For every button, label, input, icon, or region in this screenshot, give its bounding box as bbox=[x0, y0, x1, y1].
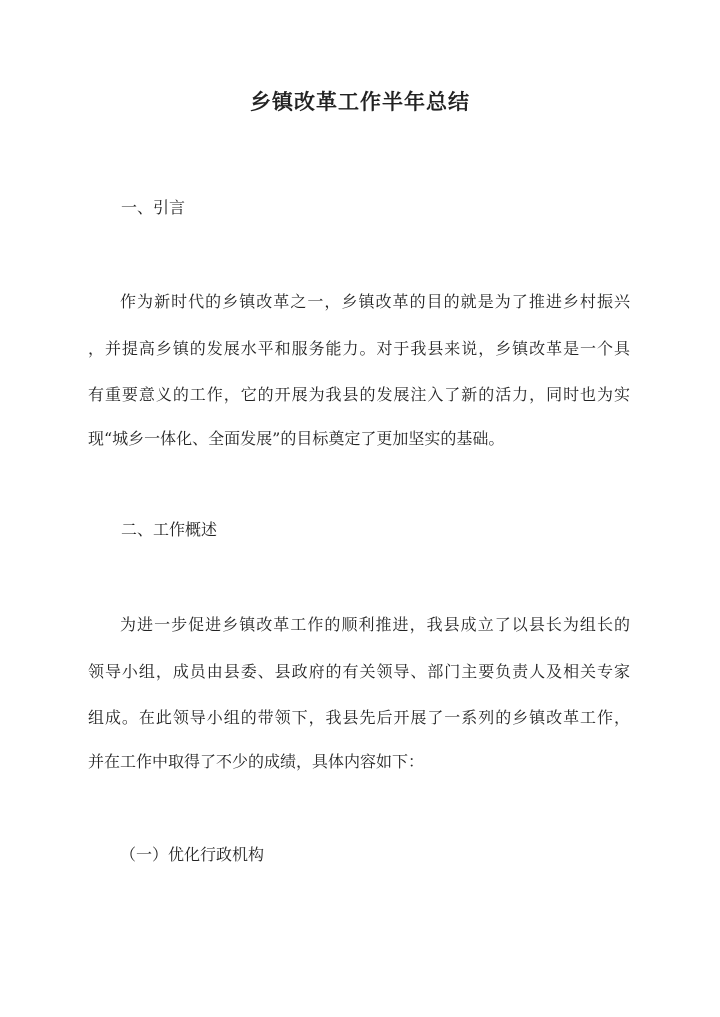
paragraph-line: ，并提高乡镇的发展水平和服务能力。对于我县来说，乡镇改革是一个具 bbox=[88, 339, 630, 358]
paragraph-line: 有重要意义的工作，它的开展为我县的发展注入了新的活力，同时也为实 bbox=[88, 385, 630, 404]
document-title: 乡镇改革工作半年总结 bbox=[250, 89, 470, 114]
section-heading-intro: 一、引言 bbox=[121, 198, 186, 217]
paragraph-line: 现“城乡一体化、全面发展”的目标奠定了更加坚实的基础。 bbox=[88, 429, 505, 448]
paragraph-line: 并在工作中取得了不少的成绩，具体内容如下： bbox=[88, 752, 425, 771]
paragraph-line: 领导小组，成员由县委、县政府的有关领导、部门主要负责人及相关专家 bbox=[88, 662, 630, 681]
section-heading-overview: 二、工作概述 bbox=[121, 520, 218, 539]
paragraph-line: 组成。在此领导小组的带领下，我县先后开展了一系列的乡镇改革工作， bbox=[88, 708, 630, 727]
subsection-heading: （一）优化行政机构 bbox=[120, 845, 265, 864]
paragraph-line: 作为新时代的乡镇改革之一，乡镇改革的目的就是为了推进乡村振兴 bbox=[120, 292, 630, 311]
paragraph-line: 为进一步促进乡镇改革工作的顺利推进，我县成立了以县长为组长的 bbox=[120, 615, 630, 634]
